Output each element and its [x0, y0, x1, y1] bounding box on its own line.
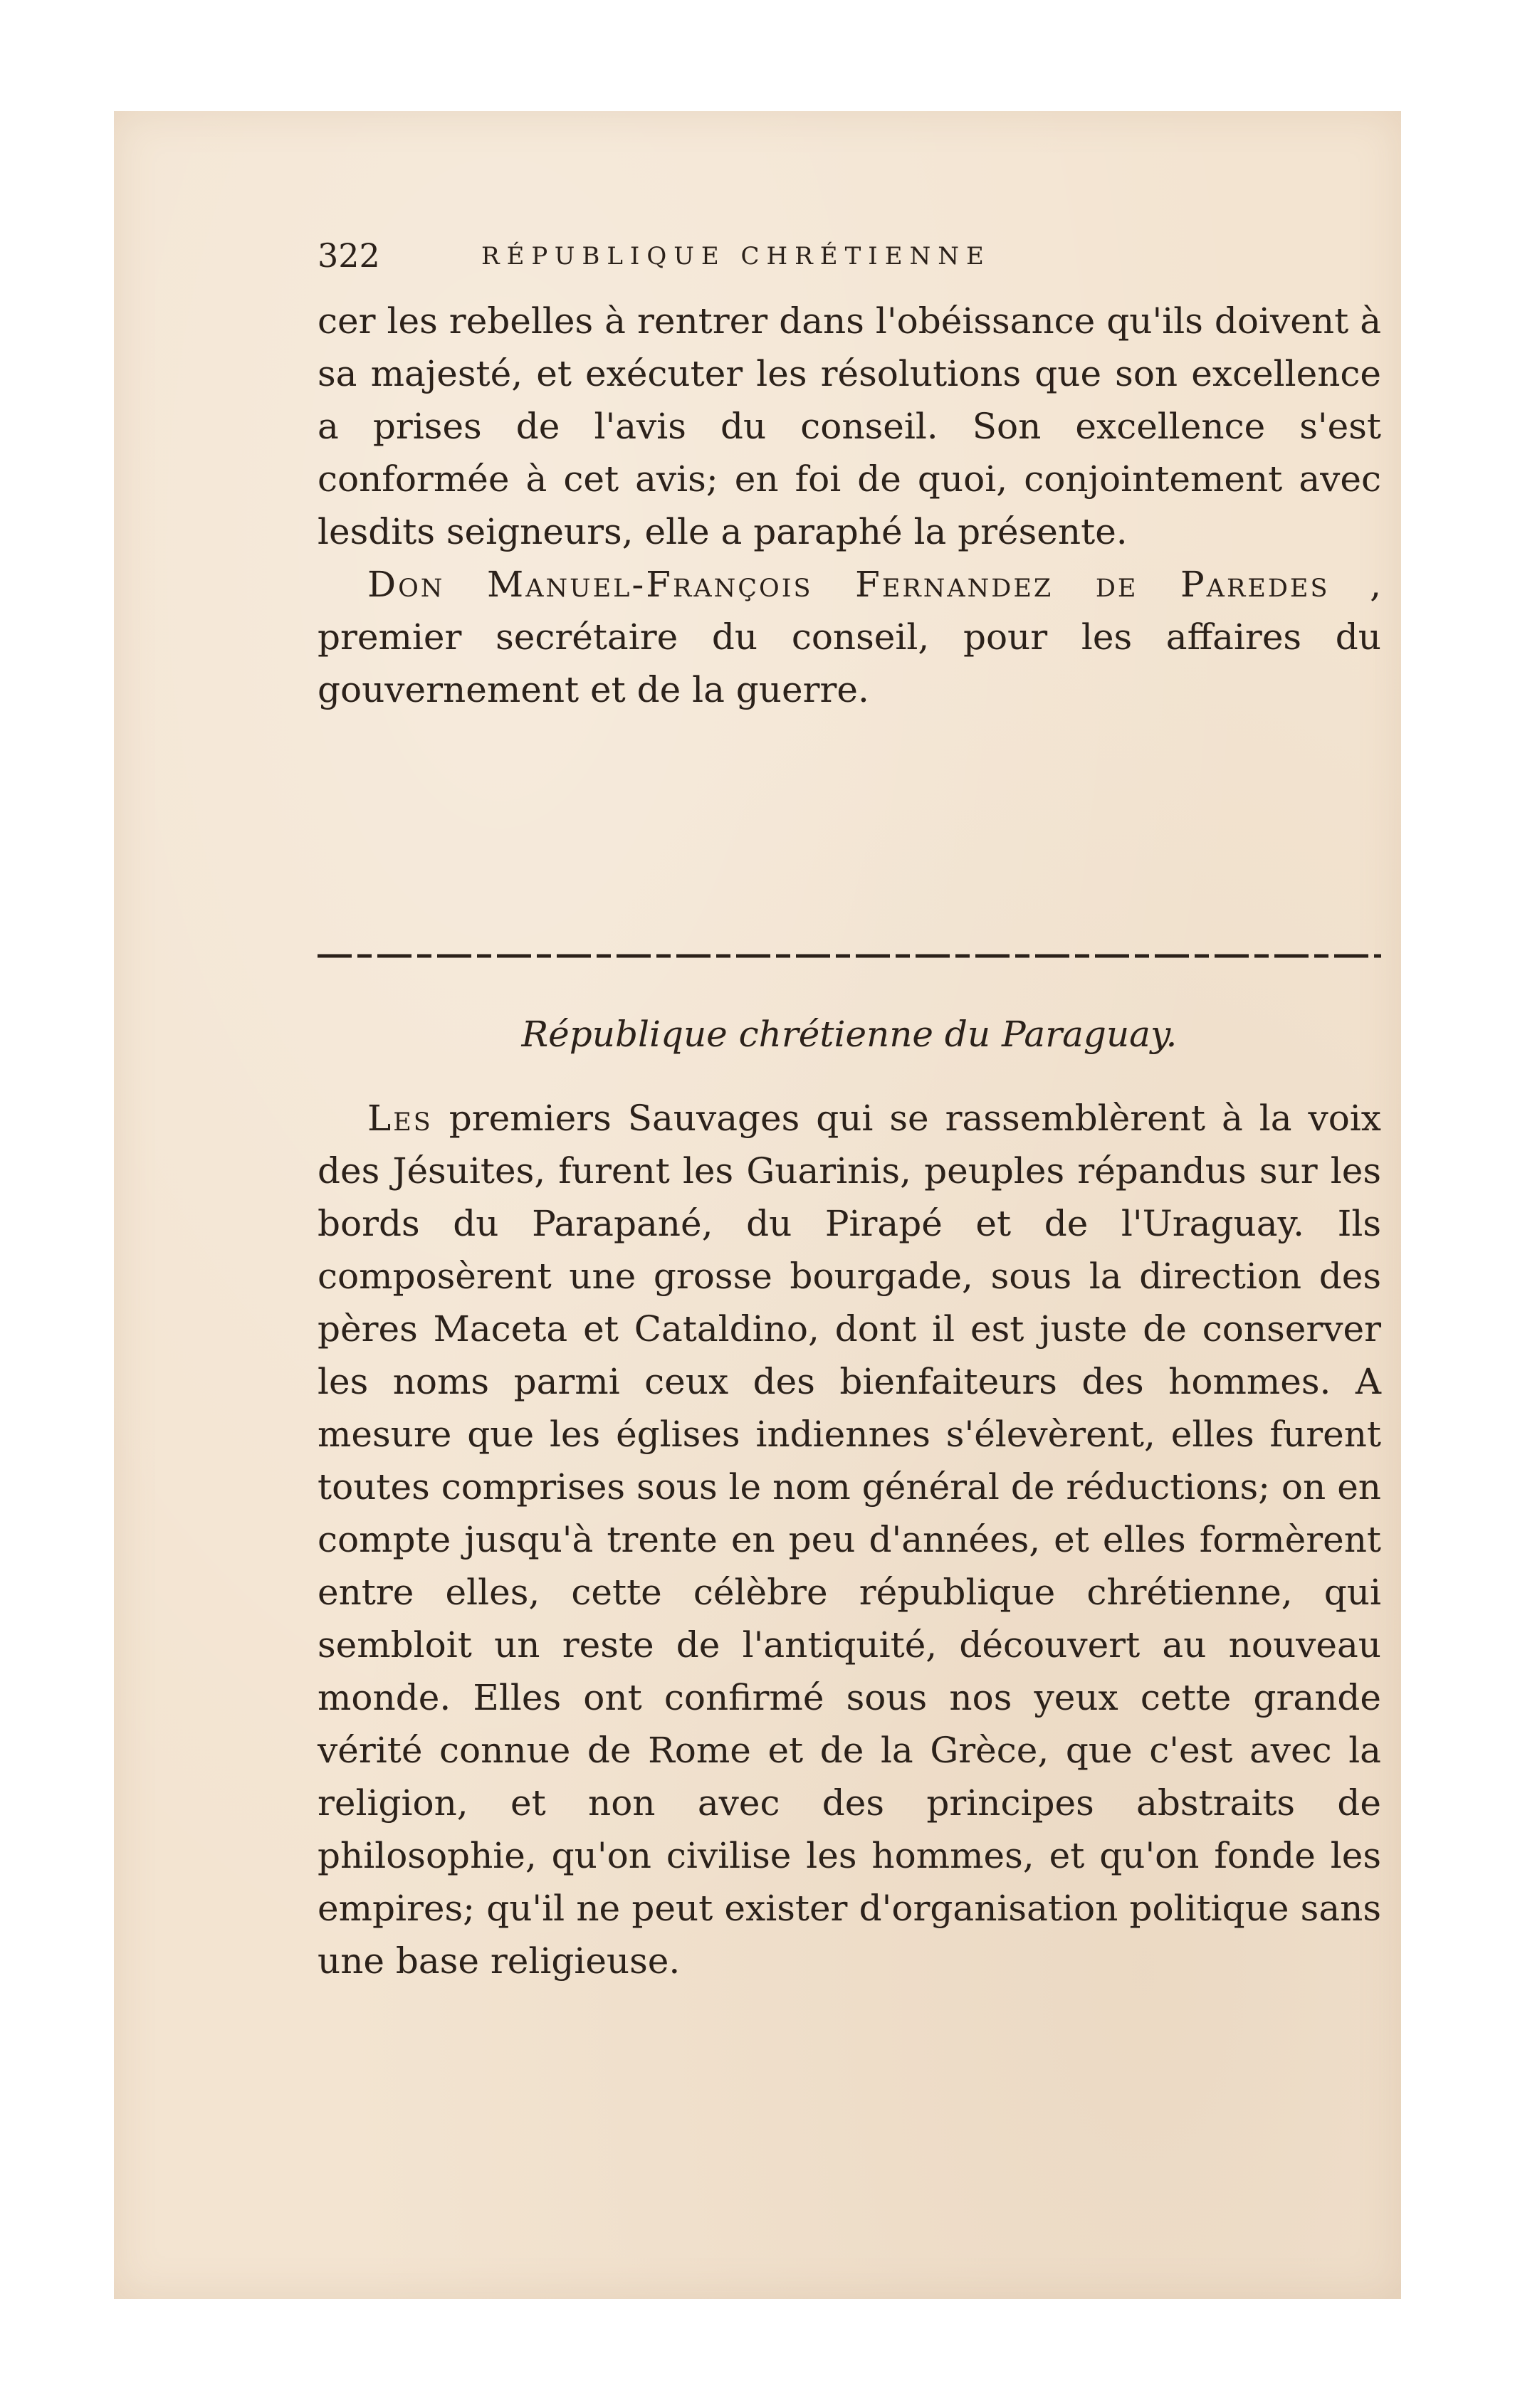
- lead-word: Les: [367, 1098, 433, 1139]
- section-divider: [318, 951, 1381, 961]
- running-head: [318, 236, 1243, 279]
- decree-conclusion: [318, 295, 1381, 716]
- signature-paragraph: [318, 558, 1381, 716]
- book-page: [114, 111, 1401, 2299]
- body-text: premiers Sauvages qui se rassemblèrent à la voix des Jésuites, furent les Guarinis, peuples répandus sur les bords du Parapané, du Pirapé et de l'Uraguay. Ils composèrent une grosse bourgade, sous la direction des pères Maceta et Cataldino, dont il est juste de conserver les noms parmi ceux des bienfaiteurs des hommes. A mesure que les églises indiennes s'élevèrent, elles furent toutes comprises sous le nom général de réductions; on en compte jusqu'à trente en peu d'années, et elles formèrent entre elles, cette célèbre république chrétienne, qui sembloit un reste de l'antiquité, découvert au nouveau monde. Elles ont confirmé sous nos yeux cette grande vérité connue de Rome et de la Grèce, que c'est avec la religion, et non avec des principes abstraits de philosophie, qu'on civilise les hommes, et qu'on fonde les empires; qu'il ne peut exister d'organisation politique sans une base religieuse.: [318, 1098, 1381, 1982]
- body-paragraph: [318, 1092, 1381, 1987]
- section-body: [318, 1092, 1381, 1987]
- signatory-title: , premier secrétaire du conseil, pour les affaires du gouvernement et de la guerre.: [318, 564, 1381, 710]
- signatory-name: Don Manuel-François Fernandez de Paredes: [367, 564, 1330, 605]
- section-title: République chrétienne du Paraguay.: [521, 1014, 1178, 1055]
- continuation-paragraph: cer les rebelles à rentrer dans l'obéissance qu'ils doivent à sa majesté, et exécuter les résolutions que son excellence a prises de l'avis du conseil. Son excellence s'est conformée à cet avis; en foi de quoi, conjointement avec lesdits seigneurs, elle a paraphé la présente.: [318, 300, 1381, 552]
- running-head-title: RÉPUBLIQUE CHRÉTIENNE: [481, 242, 991, 270]
- page-number: 322: [318, 236, 380, 275]
